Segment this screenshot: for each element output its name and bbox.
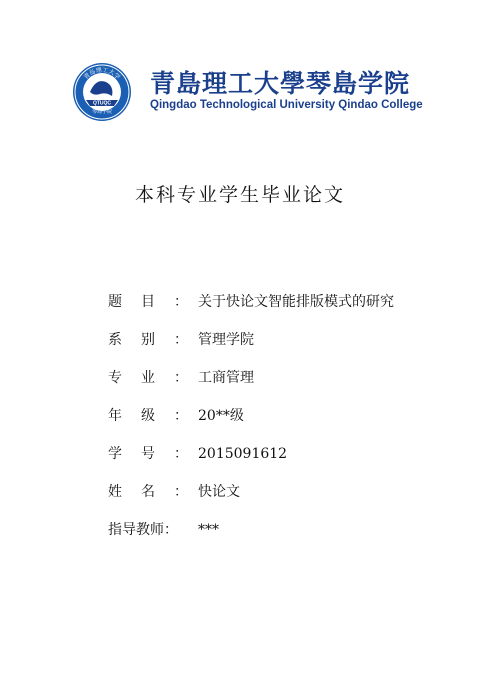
field-row-advisor xyxy=(108,520,438,558)
school-name-en: Qingdao Technological University Qindao College xyxy=(150,99,423,111)
logo-abbr: QTUQC xyxy=(92,100,112,107)
field-value: *** xyxy=(198,522,219,538)
field-row-student-id xyxy=(108,444,438,482)
document-title: 本科专业学生毕业论文 xyxy=(134,184,345,206)
header xyxy=(72,62,432,122)
logo-text-top: 青岛理工大学 xyxy=(82,66,122,81)
field-value: 工商管理 xyxy=(198,370,254,386)
field-label: 系 别 ： xyxy=(108,332,188,348)
field-row-department xyxy=(108,330,438,368)
field-label: 学 号 ： xyxy=(108,446,188,462)
field-label: 年 级 ： xyxy=(108,408,188,424)
field-label: 指导教师： xyxy=(108,522,178,538)
school-emblem-icon xyxy=(72,62,132,122)
field-value: 2015091612 xyxy=(198,446,288,462)
field-row-major xyxy=(108,368,438,406)
field-value: 关于快论文智能排版模式的研究 xyxy=(198,294,394,310)
field-row-name xyxy=(108,482,438,520)
field-value: 20**级 xyxy=(198,408,244,424)
field-row-grade xyxy=(108,406,438,444)
school-name-cn: 青島理工大學琴島学院 xyxy=(150,69,411,98)
field-value: 快论文 xyxy=(198,484,240,500)
field-label: 姓 名 ： xyxy=(108,484,188,500)
field-label: 专 业 ： xyxy=(108,370,188,386)
logo-text-bottom: 琴岛学院 xyxy=(91,109,113,115)
cover-info-list xyxy=(108,292,438,558)
field-value: 管理学院 xyxy=(198,332,254,348)
field-label: 题 目 ： xyxy=(108,294,188,310)
field-row-title xyxy=(108,292,438,330)
